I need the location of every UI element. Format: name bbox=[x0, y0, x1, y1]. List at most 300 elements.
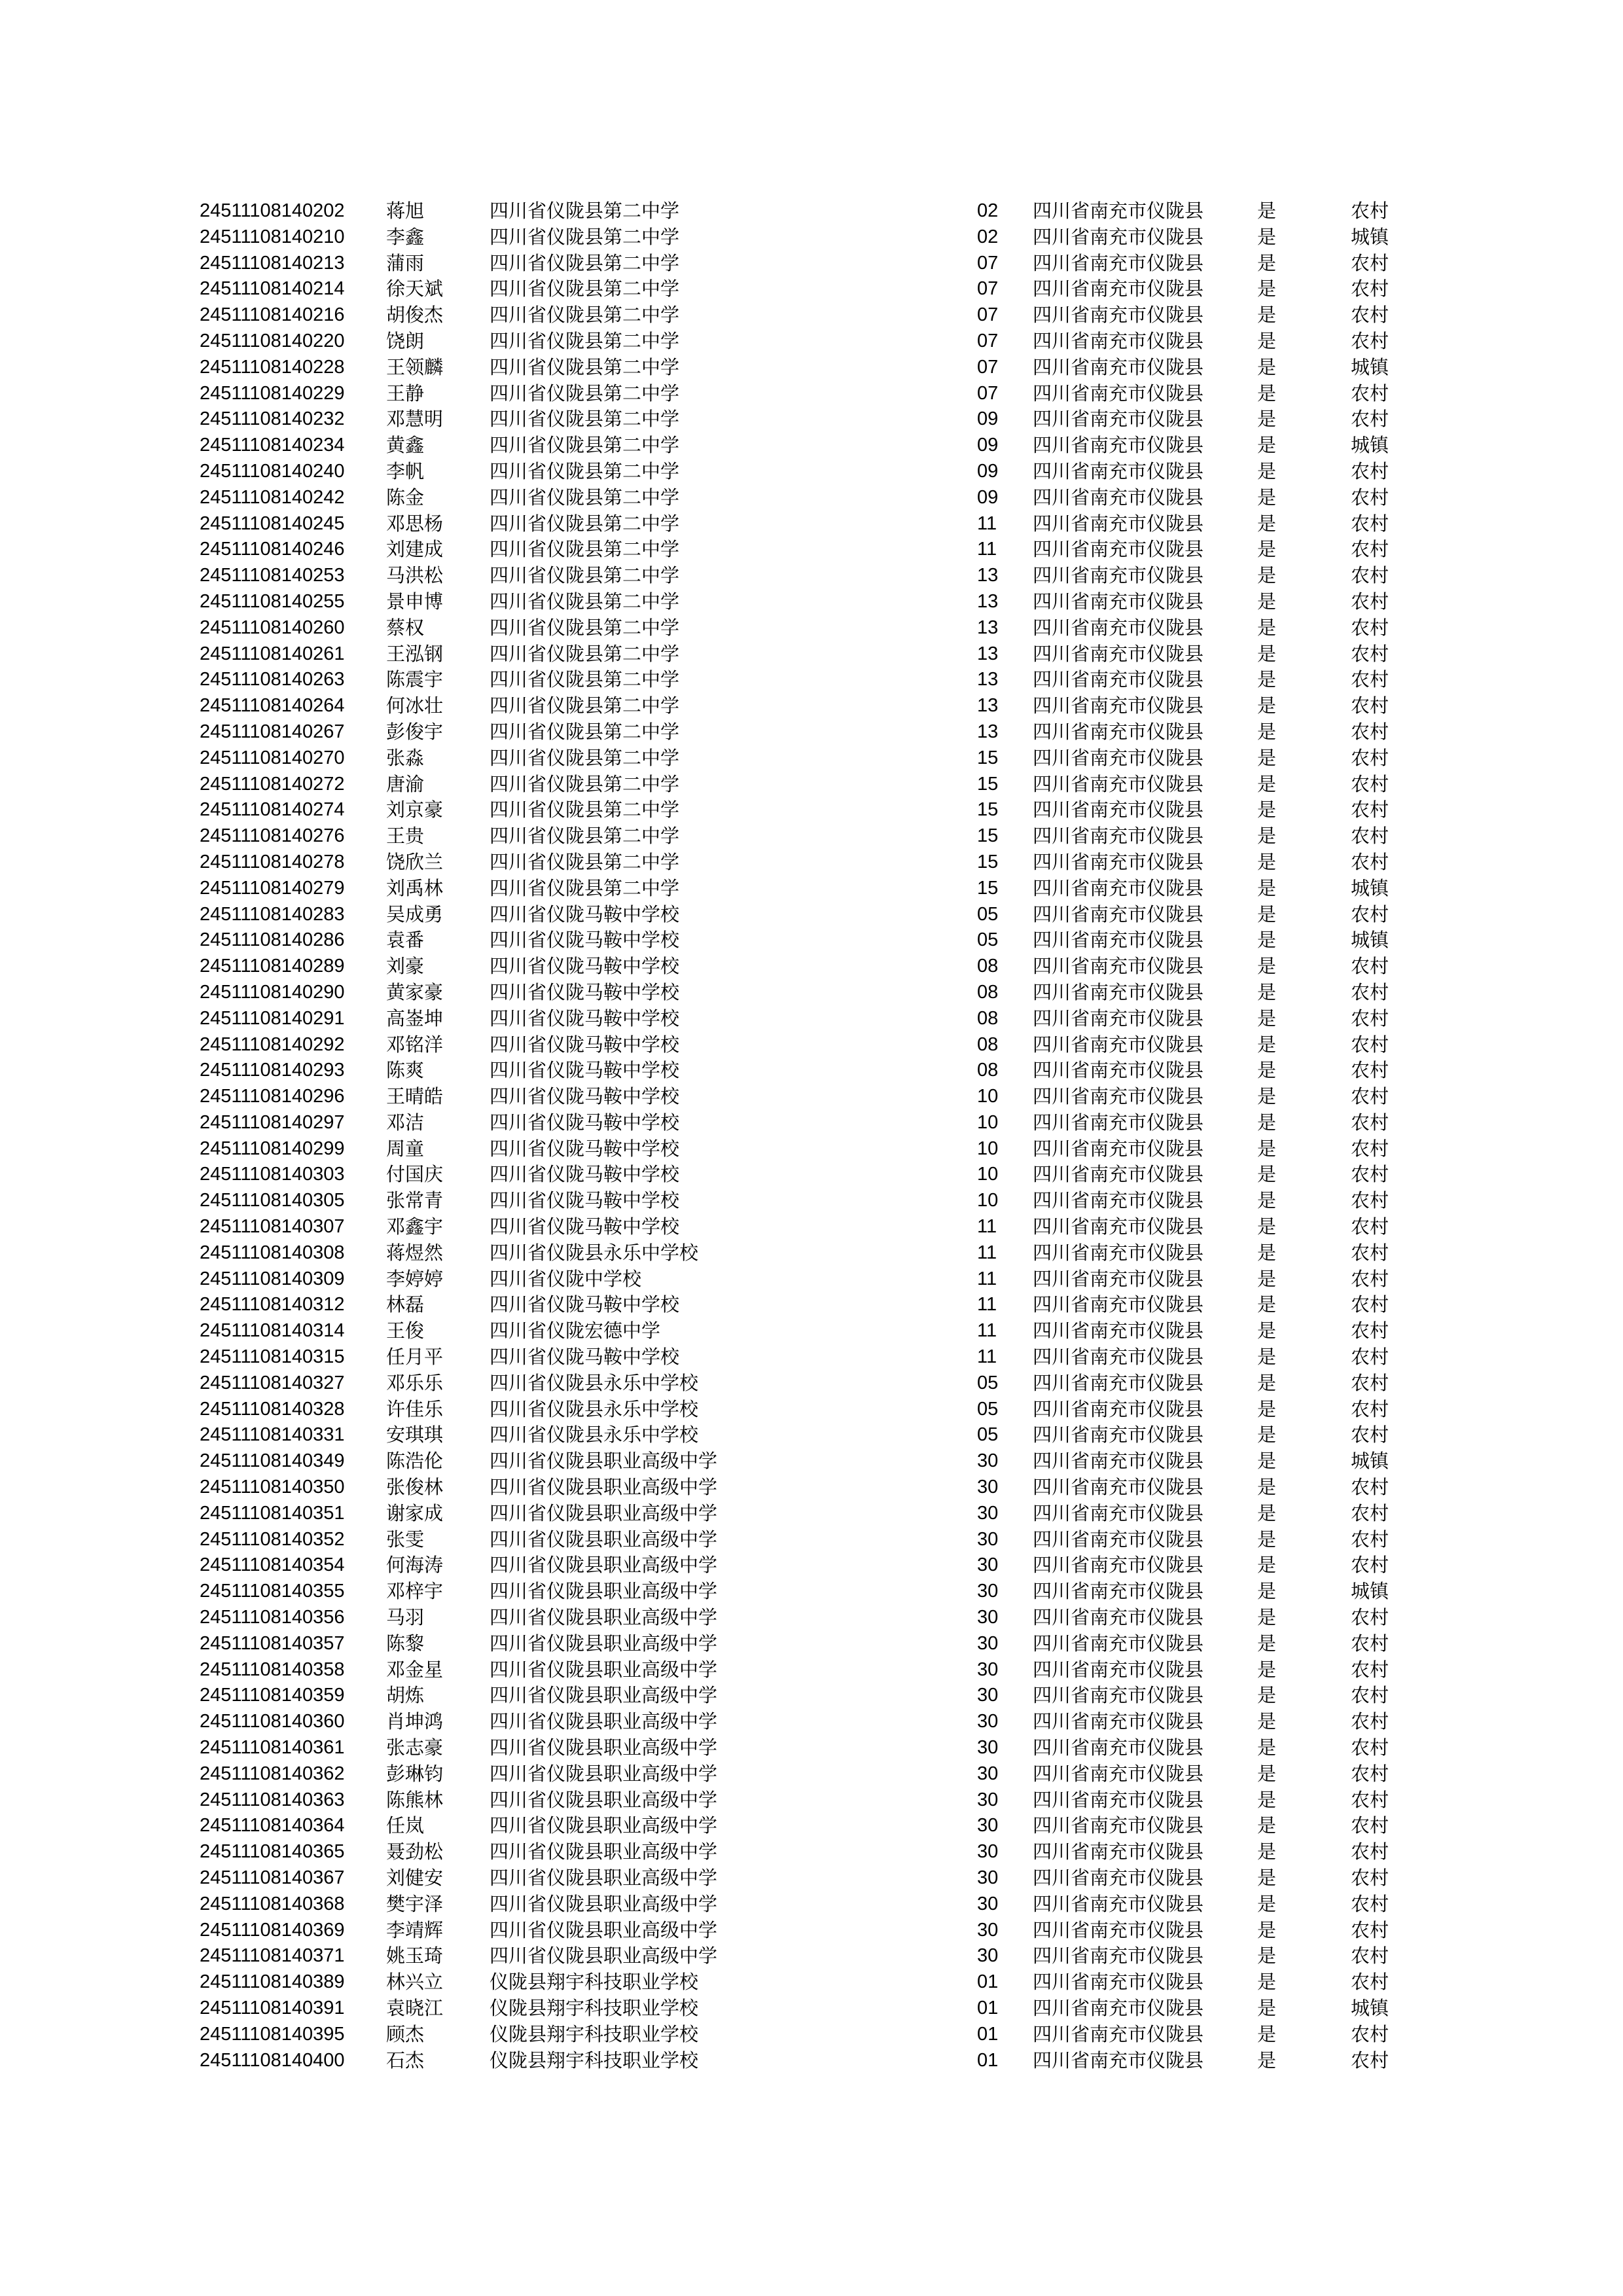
region-cell: 四川省南充市仪陇县 bbox=[1033, 486, 1204, 509]
region-cell: 四川省南充市仪陇县 bbox=[1033, 1632, 1204, 1655]
residence-type-cell: 农村 bbox=[1351, 694, 1389, 717]
class-cell: 30 bbox=[977, 1477, 999, 1498]
region-cell: 四川省南充市仪陇县 bbox=[1033, 200, 1204, 222]
student-name-cell: 王泓钢 bbox=[386, 642, 444, 665]
flag-cell: 是 bbox=[1257, 1867, 1277, 1889]
class-cell: 10 bbox=[977, 1164, 999, 1185]
school-cell: 四川省仪陇县第二中学 bbox=[490, 694, 680, 717]
table-row bbox=[0, 302, 1623, 329]
table-row bbox=[0, 1240, 1623, 1266]
class-cell: 05 bbox=[977, 903, 999, 925]
table-row bbox=[0, 1292, 1623, 1318]
region-cell: 四川省南充市仪陇县 bbox=[1033, 1189, 1204, 1212]
residence-type-cell: 农村 bbox=[1351, 538, 1389, 561]
residence-type-cell: 农村 bbox=[1351, 1346, 1389, 1369]
student-name-cell: 顾杰 bbox=[386, 2022, 425, 2045]
class-cell: 30 bbox=[977, 1528, 999, 1550]
school-cell: 四川省仪陇县职业高级中学 bbox=[490, 1762, 718, 1785]
residence-type-cell: 农村 bbox=[1351, 1319, 1389, 1342]
residence-type-cell: 农村 bbox=[1351, 798, 1389, 821]
region-cell: 四川省南充市仪陇县 bbox=[1033, 459, 1204, 482]
flag-cell: 是 bbox=[1257, 1085, 1277, 1108]
exam-number-cell: 24511108140290 bbox=[200, 981, 345, 1003]
residence-type-cell: 农村 bbox=[1351, 1189, 1389, 1212]
exam-number-cell: 24511108140214 bbox=[200, 278, 345, 300]
table-row bbox=[0, 589, 1623, 615]
school-cell: 四川省仪陇县永乐中学校 bbox=[490, 1241, 699, 1264]
student-name-cell: 李帆 bbox=[386, 459, 425, 482]
exam-number-cell: 24511108140296 bbox=[200, 1086, 345, 1107]
flag-cell: 是 bbox=[1257, 825, 1277, 848]
flag-cell: 是 bbox=[1257, 304, 1277, 327]
residence-type-cell: 城镇 bbox=[1351, 1996, 1389, 2019]
school-cell: 四川省仪陇马鞍中学校 bbox=[490, 1346, 680, 1369]
student-name-cell: 袁番 bbox=[386, 929, 425, 952]
class-cell: 13 bbox=[977, 617, 999, 638]
table-row bbox=[0, 198, 1623, 224]
residence-type-cell: 农村 bbox=[1351, 486, 1389, 509]
exam-number-cell: 24511108140202 bbox=[200, 200, 345, 221]
flag-cell: 是 bbox=[1257, 564, 1277, 587]
region-cell: 四川省南充市仪陇县 bbox=[1033, 1554, 1204, 1577]
flag-cell: 是 bbox=[1257, 903, 1277, 925]
residence-type-cell: 农村 bbox=[1351, 1293, 1389, 1316]
class-cell: 11 bbox=[977, 1216, 997, 1238]
flag-cell: 是 bbox=[1257, 1971, 1277, 1994]
flag-cell: 是 bbox=[1257, 1580, 1277, 1603]
flag-cell: 是 bbox=[1257, 1163, 1277, 1186]
class-cell: 01 bbox=[977, 2023, 999, 2045]
school-cell: 四川省仪陇县第二中学 bbox=[490, 459, 680, 482]
class-cell: 08 bbox=[977, 981, 999, 1003]
student-name-cell: 马羽 bbox=[386, 1606, 425, 1629]
exam-number-cell: 24511108140210 bbox=[200, 226, 345, 247]
student-name-cell: 邓洁 bbox=[386, 1111, 425, 1134]
residence-type-cell: 农村 bbox=[1351, 1241, 1389, 1264]
school-cell: 四川省仪陇县第二中学 bbox=[490, 304, 680, 327]
table-row bbox=[0, 329, 1623, 355]
region-cell: 四川省南充市仪陇县 bbox=[1033, 434, 1204, 457]
table-row bbox=[0, 1266, 1623, 1293]
flag-cell: 是 bbox=[1257, 1892, 1277, 1915]
student-name-cell: 姚玉琦 bbox=[386, 1945, 444, 1967]
student-name-cell: 安琪琪 bbox=[386, 1424, 444, 1446]
region-cell: 四川省南充市仪陇县 bbox=[1033, 382, 1204, 404]
flag-cell: 是 bbox=[1257, 329, 1277, 352]
school-cell: 四川省仪陇县第二中学 bbox=[490, 564, 680, 587]
class-cell: 10 bbox=[977, 1086, 999, 1107]
class-cell: 30 bbox=[977, 1685, 999, 1706]
student-name-cell: 林磊 bbox=[386, 1293, 425, 1316]
exam-number-cell: 24511108140309 bbox=[200, 1268, 345, 1289]
flag-cell: 是 bbox=[1257, 1267, 1277, 1290]
student-name-cell: 陈震宇 bbox=[386, 668, 444, 691]
school-cell: 四川省仪陇县第二中学 bbox=[490, 850, 680, 873]
residence-type-cell: 农村 bbox=[1351, 408, 1389, 431]
residence-type-cell: 农村 bbox=[1351, 278, 1389, 300]
flag-cell: 是 bbox=[1257, 1293, 1277, 1316]
table-row bbox=[0, 1996, 1623, 2022]
school-cell: 四川省仪陇县永乐中学校 bbox=[490, 1424, 699, 1446]
region-cell: 四川省南充市仪陇县 bbox=[1033, 1840, 1204, 1863]
school-cell: 四川省仪陇县第二中学 bbox=[490, 825, 680, 848]
school-cell: 四川省仪陇县永乐中学校 bbox=[490, 1397, 699, 1420]
student-name-cell: 刘京豪 bbox=[386, 798, 444, 821]
student-name-cell: 饶朗 bbox=[386, 329, 425, 352]
class-cell: 01 bbox=[977, 2049, 999, 2071]
flag-cell: 是 bbox=[1257, 850, 1277, 873]
residence-type-cell: 农村 bbox=[1351, 1788, 1389, 1811]
flag-cell: 是 bbox=[1257, 200, 1277, 222]
student-name-cell: 邓鑫宇 bbox=[386, 1215, 444, 1238]
table-row bbox=[0, 1084, 1623, 1110]
exam-number-cell: 24511108140228 bbox=[200, 356, 345, 378]
residence-type-cell: 农村 bbox=[1351, 1476, 1389, 1499]
residence-type-cell: 农村 bbox=[1351, 1267, 1389, 1290]
residence-type-cell: 农村 bbox=[1351, 1528, 1389, 1551]
residence-type-cell: 农村 bbox=[1351, 1684, 1389, 1707]
region-cell: 四川省南充市仪陇县 bbox=[1033, 225, 1204, 248]
region-cell: 四川省南充市仪陇县 bbox=[1033, 772, 1204, 795]
region-cell: 四川省南充市仪陇县 bbox=[1033, 1319, 1204, 1342]
flag-cell: 是 bbox=[1257, 382, 1277, 404]
region-cell: 四川省南充市仪陇县 bbox=[1033, 1918, 1204, 1941]
table-row bbox=[0, 1188, 1623, 1214]
flag-cell: 是 bbox=[1257, 1501, 1277, 1524]
class-cell: 30 bbox=[977, 1659, 999, 1680]
student-name-cell: 王静 bbox=[386, 382, 425, 404]
school-cell: 四川省仪陇马鞍中学校 bbox=[490, 1137, 680, 1160]
student-name-cell: 彭琳钧 bbox=[386, 1762, 444, 1785]
residence-type-cell: 农村 bbox=[1351, 1606, 1389, 1629]
region-cell: 四川省南充市仪陇县 bbox=[1033, 1606, 1204, 1629]
student-name-cell: 黄鑫 bbox=[386, 434, 425, 457]
region-cell: 四川省南充市仪陇县 bbox=[1033, 251, 1204, 274]
student-name-cell: 邓梓宇 bbox=[386, 1580, 444, 1603]
table-row bbox=[0, 1657, 1623, 1683]
student-name-cell: 何冰壮 bbox=[386, 694, 444, 717]
exam-number-cell: 24511108140255 bbox=[200, 590, 345, 612]
flag-cell: 是 bbox=[1257, 1033, 1277, 1056]
region-cell: 四川省南充市仪陇县 bbox=[1033, 616, 1204, 639]
class-cell: 01 bbox=[977, 1971, 999, 1993]
class-cell: 15 bbox=[977, 825, 999, 847]
exam-number-cell: 24511108140297 bbox=[200, 1111, 345, 1133]
region-cell: 四川省南充市仪陇县 bbox=[1033, 1241, 1204, 1264]
student-name-cell: 邓思杨 bbox=[386, 512, 444, 535]
student-name-cell: 张俊林 bbox=[386, 1476, 444, 1499]
table-row bbox=[0, 1058, 1623, 1084]
student-list-table bbox=[0, 198, 1623, 2073]
school-cell: 四川省仪陇县职业高级中学 bbox=[490, 1632, 718, 1655]
student-name-cell: 王俊 bbox=[386, 1319, 425, 1342]
residence-type-cell: 农村 bbox=[1351, 616, 1389, 639]
exam-number-cell: 24511108140246 bbox=[200, 539, 345, 560]
region-cell: 四川省南充市仪陇县 bbox=[1033, 1710, 1204, 1733]
flag-cell: 是 bbox=[1257, 1111, 1277, 1134]
table-row bbox=[0, 511, 1623, 537]
exam-number-cell: 24511108140283 bbox=[200, 903, 345, 925]
school-cell: 四川省仪陇县第二中学 bbox=[490, 772, 680, 795]
flag-cell: 是 bbox=[1257, 1528, 1277, 1551]
class-cell: 13 bbox=[977, 590, 999, 612]
exam-number-cell: 24511108140291 bbox=[200, 1007, 345, 1029]
school-cell: 四川省仪陇马鞍中学校 bbox=[490, 1007, 680, 1030]
region-cell: 四川省南充市仪陇县 bbox=[1033, 1215, 1204, 1238]
table-row bbox=[0, 1787, 1623, 1814]
residence-type-cell: 农村 bbox=[1351, 2049, 1389, 2072]
student-name-cell: 蒋煜然 bbox=[386, 1241, 444, 1264]
school-cell: 四川省仪陇马鞍中学校 bbox=[490, 1033, 680, 1056]
school-cell: 四川省仪陇县职业高级中学 bbox=[490, 1606, 718, 1629]
class-cell: 11 bbox=[977, 1346, 997, 1368]
class-cell: 08 bbox=[977, 956, 999, 977]
region-cell: 四川省南充市仪陇县 bbox=[1033, 2049, 1204, 2072]
table-row bbox=[0, 1943, 1623, 1969]
student-name-cell: 李鑫 bbox=[386, 225, 425, 248]
residence-type-cell: 农村 bbox=[1351, 1945, 1389, 1967]
residence-type-cell: 农村 bbox=[1351, 1554, 1389, 1577]
residence-type-cell: 农村 bbox=[1351, 825, 1389, 848]
exam-number-cell: 24511108140279 bbox=[200, 877, 345, 899]
residence-type-cell: 农村 bbox=[1351, 1814, 1389, 1837]
region-cell: 四川省南充市仪陇县 bbox=[1033, 1501, 1204, 1524]
region-cell: 四川省南充市仪陇县 bbox=[1033, 1111, 1204, 1134]
student-name-cell: 张志豪 bbox=[386, 1736, 444, 1759]
school-cell: 四川省仪陇马鞍中学校 bbox=[490, 955, 680, 978]
region-cell: 四川省南充市仪陇县 bbox=[1033, 1736, 1204, 1759]
class-cell: 30 bbox=[977, 1789, 999, 1810]
residence-type-cell: 农村 bbox=[1351, 329, 1389, 352]
residence-type-cell: 农村 bbox=[1351, 746, 1389, 769]
residence-type-cell: 农村 bbox=[1351, 1085, 1389, 1108]
student-name-cell: 张雯 bbox=[386, 1528, 425, 1551]
region-cell: 四川省南充市仪陇县 bbox=[1033, 278, 1204, 300]
exam-number-cell: 24511108140400 bbox=[200, 2049, 345, 2071]
region-cell: 四川省南充市仪陇县 bbox=[1033, 1163, 1204, 1186]
exam-number-cell: 24511108140308 bbox=[200, 1242, 345, 1263]
exam-number-cell: 24511108140355 bbox=[200, 1581, 345, 1602]
school-cell: 四川省仪陇县职业高级中学 bbox=[490, 1945, 718, 1967]
school-cell: 四川省仪陇县第二中学 bbox=[490, 278, 680, 300]
region-cell: 四川省南充市仪陇县 bbox=[1033, 1293, 1204, 1316]
flag-cell: 是 bbox=[1257, 642, 1277, 665]
exam-number-cell: 24511108140272 bbox=[200, 773, 345, 795]
flag-cell: 是 bbox=[1257, 1762, 1277, 1785]
table-row bbox=[0, 1892, 1623, 1918]
student-name-cell: 石杰 bbox=[386, 2049, 425, 2072]
class-cell: 05 bbox=[977, 929, 999, 951]
class-cell: 08 bbox=[977, 1060, 999, 1081]
school-cell: 四川省仪陇县职业高级中学 bbox=[490, 1788, 718, 1811]
table-row bbox=[0, 1371, 1623, 1397]
class-cell: 30 bbox=[977, 1632, 999, 1654]
class-cell: 30 bbox=[977, 1554, 999, 1576]
school-cell: 四川省仪陇马鞍中学校 bbox=[490, 1189, 680, 1212]
class-cell: 30 bbox=[977, 1815, 999, 1837]
region-cell: 四川省南充市仪陇县 bbox=[1033, 1867, 1204, 1889]
table-row bbox=[0, 1475, 1623, 1501]
exam-number-cell: 24511108140351 bbox=[200, 1502, 345, 1524]
residence-type-cell: 农村 bbox=[1351, 382, 1389, 404]
region-cell: 四川省南充市仪陇县 bbox=[1033, 720, 1204, 743]
school-cell: 四川省仪陇县职业高级中学 bbox=[490, 1814, 718, 1837]
class-cell: 10 bbox=[977, 1138, 999, 1159]
residence-type-cell: 城镇 bbox=[1351, 1580, 1389, 1603]
table-row bbox=[0, 1605, 1623, 1631]
flag-cell: 是 bbox=[1257, 746, 1277, 769]
table-row bbox=[0, 1110, 1623, 1136]
flag-cell: 是 bbox=[1257, 798, 1277, 821]
region-cell: 四川省南充市仪陇县 bbox=[1033, 746, 1204, 769]
table-row bbox=[0, 1683, 1623, 1709]
exam-number-cell: 24511108140289 bbox=[200, 956, 345, 977]
flag-cell: 是 bbox=[1257, 1736, 1277, 1759]
table-row bbox=[0, 745, 1623, 772]
school-cell: 四川省仪陇马鞍中学校 bbox=[490, 1293, 680, 1316]
table-row bbox=[0, 615, 1623, 641]
residence-type-cell: 城镇 bbox=[1351, 1450, 1389, 1473]
student-name-cell: 邓金星 bbox=[386, 1658, 444, 1681]
residence-type-cell: 城镇 bbox=[1351, 876, 1389, 899]
exam-number-cell: 24511108140367 bbox=[200, 1867, 345, 1888]
flag-cell: 是 bbox=[1257, 2049, 1277, 2072]
flag-cell: 是 bbox=[1257, 1788, 1277, 1811]
student-name-cell: 刘豪 bbox=[386, 955, 425, 978]
school-cell: 四川省仪陇马鞍中学校 bbox=[490, 1059, 680, 1082]
table-row bbox=[0, 2048, 1623, 2074]
flag-cell: 是 bbox=[1257, 1346, 1277, 1369]
flag-cell: 是 bbox=[1257, 1371, 1277, 1394]
table-row bbox=[0, 693, 1623, 719]
table-row bbox=[0, 927, 1623, 954]
table-row bbox=[0, 1552, 1623, 1579]
residence-type-cell: 农村 bbox=[1351, 1163, 1389, 1186]
flag-cell: 是 bbox=[1257, 1059, 1277, 1082]
region-cell: 四川省南充市仪陇县 bbox=[1033, 1346, 1204, 1369]
school-cell: 四川省仪陇县职业高级中学 bbox=[490, 1684, 718, 1707]
residence-type-cell: 农村 bbox=[1351, 1632, 1389, 1655]
residence-type-cell: 农村 bbox=[1351, 850, 1389, 873]
residence-type-cell: 农村 bbox=[1351, 1111, 1389, 1134]
class-cell: 11 bbox=[977, 1242, 997, 1263]
flag-cell: 是 bbox=[1257, 955, 1277, 978]
student-name-cell: 刘禹林 bbox=[386, 876, 444, 899]
exam-number-cell: 24511108140365 bbox=[200, 1841, 345, 1863]
table-row bbox=[0, 719, 1623, 745]
region-cell: 四川省南充市仪陇县 bbox=[1033, 1658, 1204, 1681]
residence-type-cell: 农村 bbox=[1351, 1424, 1389, 1446]
table-row bbox=[0, 276, 1623, 302]
exam-number-cell: 24511108140253 bbox=[200, 565, 345, 586]
region-cell: 四川省南充市仪陇县 bbox=[1033, 1267, 1204, 1290]
school-cell: 四川省仪陇县第二中学 bbox=[490, 746, 680, 769]
school-cell: 四川省仪陇马鞍中学校 bbox=[490, 1215, 680, 1238]
region-cell: 四川省南充市仪陇县 bbox=[1033, 929, 1204, 952]
class-cell: 30 bbox=[977, 1502, 999, 1524]
region-cell: 四川省南充市仪陇县 bbox=[1033, 329, 1204, 352]
class-cell: 11 bbox=[977, 512, 997, 534]
school-cell: 四川省仪陇县第二中学 bbox=[490, 512, 680, 535]
exam-number-cell: 24511108140307 bbox=[200, 1216, 345, 1238]
student-name-cell: 谢家成 bbox=[386, 1501, 444, 1524]
exam-number-cell: 24511108140264 bbox=[200, 695, 345, 717]
region-cell: 四川省南充市仪陇县 bbox=[1033, 512, 1204, 535]
residence-type-cell: 农村 bbox=[1351, 304, 1389, 327]
region-cell: 四川省南充市仪陇县 bbox=[1033, 1476, 1204, 1499]
exam-number-cell: 24511108140260 bbox=[200, 617, 345, 638]
school-cell: 仪陇县翔宇科技职业学校 bbox=[490, 2049, 699, 2072]
student-name-cell: 刘建成 bbox=[386, 538, 444, 561]
region-cell: 四川省南充市仪陇县 bbox=[1033, 642, 1204, 665]
school-cell: 四川省仪陇县第二中学 bbox=[490, 538, 680, 561]
table-row bbox=[0, 667, 1623, 693]
student-name-cell: 张常青 bbox=[386, 1189, 444, 1212]
flag-cell: 是 bbox=[1257, 1710, 1277, 1733]
school-cell: 四川省仪陇县职业高级中学 bbox=[490, 1918, 718, 1941]
school-cell: 四川省仪陇马鞍中学校 bbox=[490, 929, 680, 952]
table-row bbox=[0, 433, 1623, 459]
table-row bbox=[0, 459, 1623, 485]
flag-cell: 是 bbox=[1257, 1684, 1277, 1707]
residence-type-cell: 农村 bbox=[1351, 980, 1389, 1003]
school-cell: 四川省仪陇马鞍中学校 bbox=[490, 903, 680, 925]
school-cell: 四川省仪陇县职业高级中学 bbox=[490, 1658, 718, 1681]
flag-cell: 是 bbox=[1257, 278, 1277, 300]
student-name-cell: 陈金 bbox=[386, 486, 425, 509]
student-name-cell: 景申博 bbox=[386, 590, 444, 613]
exam-number-cell: 24511108140274 bbox=[200, 799, 345, 821]
flag-cell: 是 bbox=[1257, 1945, 1277, 1967]
class-cell: 30 bbox=[977, 1893, 999, 1914]
class-cell: 09 bbox=[977, 486, 999, 508]
flag-cell: 是 bbox=[1257, 1137, 1277, 1160]
region-cell: 四川省南充市仪陇县 bbox=[1033, 1684, 1204, 1707]
class-cell: 30 bbox=[977, 1919, 999, 1941]
flag-cell: 是 bbox=[1257, 1658, 1277, 1681]
residence-type-cell: 农村 bbox=[1351, 668, 1389, 691]
exam-number-cell: 24511108140360 bbox=[200, 1711, 345, 1732]
class-cell: 15 bbox=[977, 773, 999, 795]
region-cell: 四川省南充市仪陇县 bbox=[1033, 564, 1204, 587]
table-row bbox=[0, 224, 1623, 251]
exam-number-cell: 24511108140293 bbox=[200, 1060, 345, 1081]
residence-type-cell: 农村 bbox=[1351, 1867, 1389, 1889]
residence-type-cell: 农村 bbox=[1351, 903, 1389, 925]
exam-number-cell: 24511108140299 bbox=[200, 1138, 345, 1159]
school-cell: 四川省仪陇马鞍中学校 bbox=[490, 1111, 680, 1134]
class-cell: 11 bbox=[977, 1268, 997, 1289]
region-cell: 四川省南充市仪陇县 bbox=[1033, 2022, 1204, 2045]
student-name-cell: 何海涛 bbox=[386, 1554, 444, 1577]
exam-number-cell: 24511108140391 bbox=[200, 1997, 345, 2018]
residence-type-cell: 城镇 bbox=[1351, 225, 1389, 248]
flag-cell: 是 bbox=[1257, 1241, 1277, 1264]
class-cell: 30 bbox=[977, 1841, 999, 1863]
school-cell: 四川省仪陇县永乐中学校 bbox=[490, 1371, 699, 1394]
exam-number-cell: 24511108140286 bbox=[200, 929, 345, 951]
school-cell: 四川省仪陇县第二中学 bbox=[490, 200, 680, 222]
exam-number-cell: 24511108140389 bbox=[200, 1971, 345, 1993]
student-name-cell: 李靖辉 bbox=[386, 1918, 444, 1941]
flag-cell: 是 bbox=[1257, 251, 1277, 274]
table-row bbox=[0, 1761, 1623, 1787]
table-row bbox=[0, 1579, 1623, 1605]
flag-cell: 是 bbox=[1257, 1996, 1277, 2019]
region-cell: 四川省南充市仪陇县 bbox=[1033, 694, 1204, 717]
student-name-cell: 邓乐乐 bbox=[386, 1371, 444, 1394]
region-cell: 四川省南充市仪陇县 bbox=[1033, 825, 1204, 848]
